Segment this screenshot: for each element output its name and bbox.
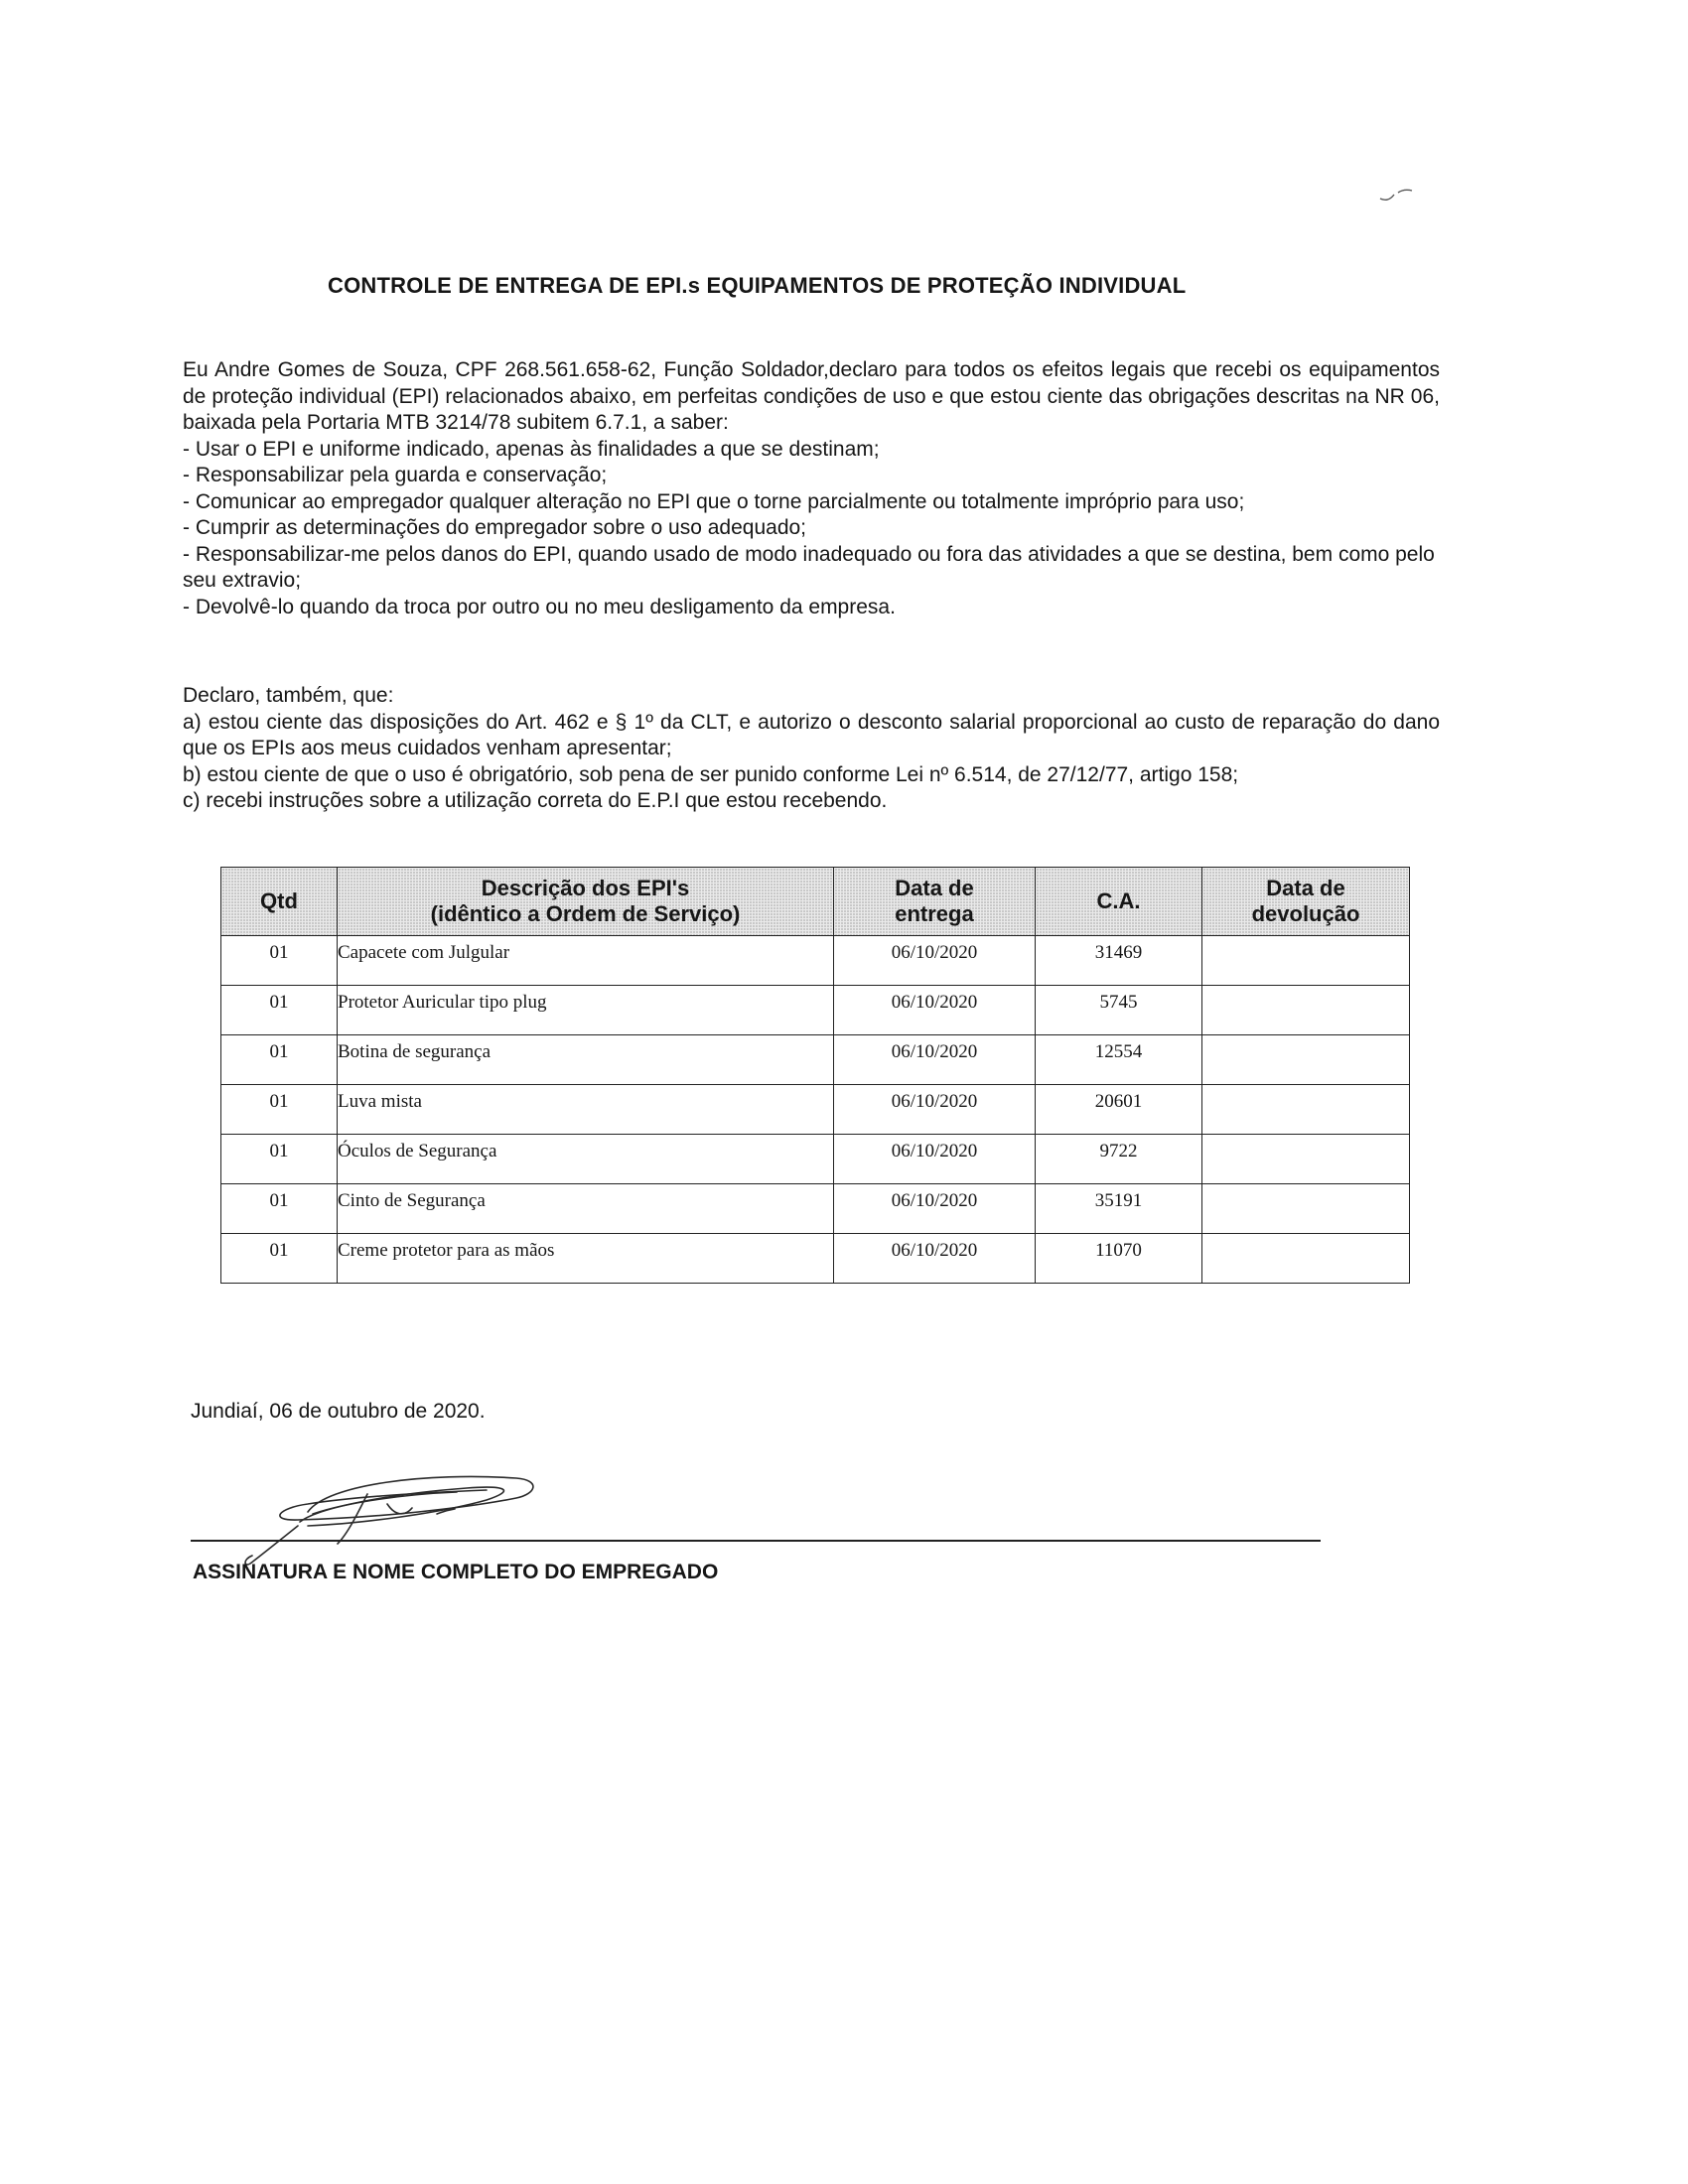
cell-delivery-date: 06/10/2020 [834, 1085, 1036, 1135]
cell-qtd: 01 [221, 1184, 338, 1234]
obligation-item: - Cumprir as determinações do empregador sobre o uso adequado; [183, 516, 807, 539]
cell-qtd: 01 [221, 1035, 338, 1085]
cell-ca: 31469 [1036, 936, 1202, 986]
cell-ca: 5745 [1036, 986, 1202, 1035]
header-ca: C.A. [1036, 868, 1202, 936]
cell-return-date [1202, 1184, 1410, 1234]
cell-description: Cinto de Segurança [338, 1184, 834, 1234]
header-return-date: Data de devolução [1202, 868, 1410, 936]
cell-qtd: 01 [221, 1135, 338, 1184]
cell-description: Luva mista [338, 1085, 834, 1135]
cell-return-date [1202, 1234, 1410, 1284]
cell-return-date [1202, 1085, 1410, 1135]
cell-delivery-date: 06/10/2020 [834, 1234, 1036, 1284]
declaration-block [183, 357, 1440, 620]
document-title: CONTROLE DE ENTREGA DE EPI.s EQUIPAMENTOS DE PROTEÇÃO INDIVIDUAL [328, 273, 1187, 298]
cell-qtd: 01 [221, 936, 338, 986]
cell-qtd: 01 [221, 986, 338, 1035]
declaration-intro: Eu Andre Gomes de Souza, CPF 268.561.658-62, Função Soldador,declaro para todos os efeitos legais que recebi os equipamentos de proteção individual (EPI) relacionados abaixo, em perfeitas condições de uso e que estou ciente das obrigações descritas na NR 06, baixada pela Portaria MTB 3214/78 subitem 6.7.1, a saber: [183, 358, 1440, 434]
cell-ca: 11070 [1036, 1234, 1202, 1284]
cell-return-date [1202, 936, 1410, 986]
cell-return-date [1202, 1035, 1410, 1085]
cell-delivery-date: 06/10/2020 [834, 986, 1036, 1035]
table-row [221, 1184, 1410, 1234]
table-header-row [221, 868, 1410, 936]
cell-description: Protetor Auricular tipo plug [338, 986, 834, 1035]
header-description: Descrição dos EPI's (idêntico a Ordem de Serviço) [338, 868, 834, 936]
cell-ca: 35191 [1036, 1184, 1202, 1234]
header-delivery-date: Data de entrega [834, 868, 1036, 936]
obligation-item: - Comunicar ao empregador qualquer alteração no EPI que o torne parcialmente ou totalmente impróprio para uso; [183, 489, 1245, 513]
cell-description: Óculos de Segurança [338, 1135, 834, 1184]
scan-mark [1378, 185, 1418, 205]
also-item: c) recebi instruções sobre a utilização correta do E.P.I que estou recebendo. [183, 789, 888, 812]
table-row [221, 1035, 1410, 1085]
signature-line [191, 1540, 1321, 1542]
obligations-list [183, 437, 1440, 621]
obligation-item: - Responsabilizar-me pelos danos do EPI, quando usado de modo inadequado ou fora das atividades a que se destina, bem como pelo seu extravio; [183, 542, 1435, 592]
cell-description: Capacete com Julgular [338, 936, 834, 986]
cell-ca: 12554 [1036, 1035, 1202, 1085]
obligation-item: - Usar o EPI e uniforme indicado, apenas às finalidades a que se destinam; [183, 437, 880, 461]
cell-ca: 20601 [1036, 1085, 1202, 1135]
also-declaration-block [183, 683, 1440, 815]
table-row [221, 1085, 1410, 1135]
cell-delivery-date: 06/10/2020 [834, 1184, 1036, 1234]
cell-description: Creme protetor para as mãos [338, 1234, 834, 1284]
cell-ca: 9722 [1036, 1135, 1202, 1184]
table-row [221, 1234, 1410, 1284]
also-item: b) estou ciente de que o uso é obrigatório, sob pena de ser punido conforme Lei nº 6.514, de 27/12/77, artigo 158; [183, 762, 1239, 786]
table-row [221, 986, 1410, 1035]
cell-qtd: 01 [221, 1234, 338, 1284]
also-intro: Declaro, também, que: [183, 684, 394, 707]
cell-return-date [1202, 1135, 1410, 1184]
place-date: Jundiaí, 06 de outubro de 2020. [191, 1400, 486, 1423]
cell-qtd: 01 [221, 1085, 338, 1135]
cell-delivery-date: 06/10/2020 [834, 936, 1036, 986]
obligation-item: - Devolvê-lo quando da troca por outro ou no meu desligamento da empresa. [183, 595, 896, 618]
obligation-item: - Responsabilizar pela guarda e conservação; [183, 464, 608, 486]
table-row [221, 936, 1410, 986]
header-qtd: Qtd [221, 868, 338, 936]
cell-delivery-date: 06/10/2020 [834, 1135, 1036, 1184]
cell-delivery-date: 06/10/2020 [834, 1035, 1036, 1085]
cell-return-date [1202, 986, 1410, 1035]
cell-description: Botina de segurança [338, 1035, 834, 1085]
also-item: a) estou ciente das disposições do Art. 462 e § 1º da CLT, e autorizo o desconto salarial proporcional ao custo de reparação do dano que os EPIs aos meus cuidados venham apresentar; [183, 710, 1440, 759]
also-list [183, 710, 1440, 815]
epi-table [220, 867, 1410, 1284]
table-row [221, 1135, 1410, 1184]
signature-label: ASSINATURA E NOME COMPLETO DO EMPREGADO [193, 1561, 719, 1583]
handwritten-signature [238, 1464, 556, 1573]
